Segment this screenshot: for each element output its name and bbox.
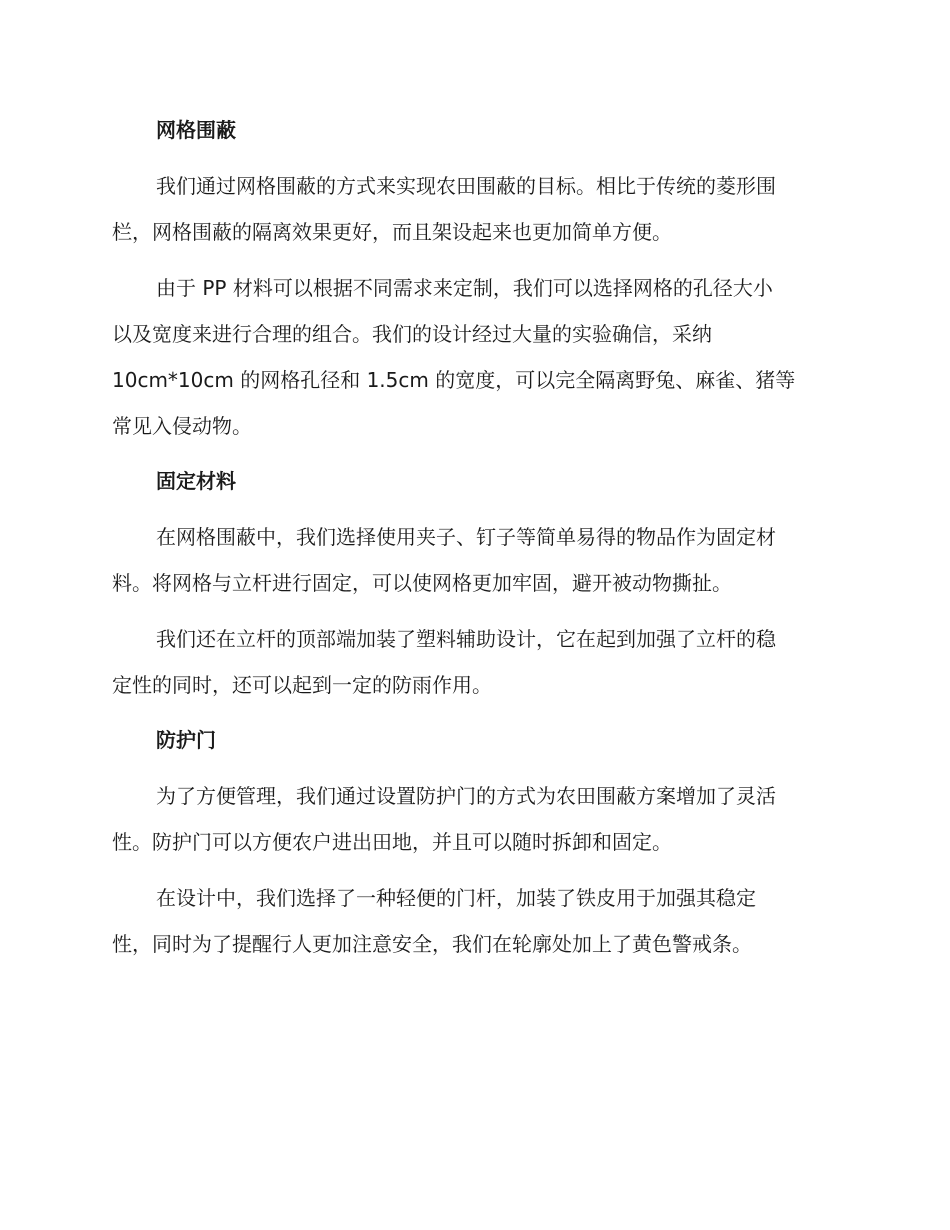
text-line: 10cm*10cm 的网格孔径和 1.5cm 的宽度，可以完全隔离野兔、麻雀、猪等 — [112, 368, 796, 392]
paragraph — [112, 514, 840, 606]
paragraph — [112, 265, 840, 449]
text-line: 由于 PP 材料可以根据不同需求来定制，我们可以选择网格的孔径大小 — [156, 276, 773, 300]
paragraph — [112, 616, 840, 708]
text-line: 为了方便管理，我们通过设置防护门的方式为农田围蔽方案增加了灵活 — [156, 784, 776, 808]
text-line: 性，同时为了提醒行人更加注意安全，我们在轮廓处加上了黄色警戒条。 — [112, 932, 752, 956]
paragraph — [112, 773, 840, 865]
text-line: 我们通过网格围蔽的方式来实现农田围蔽的目标。相比于传统的菱形围 — [156, 174, 776, 198]
text-line: 栏，网格围蔽的隔离效果更好，而且架设起来也更加简单方便。 — [112, 220, 672, 244]
section-heading: 固定材料 — [156, 469, 236, 493]
text-line: 在网格围蔽中，我们选择使用夹子、钉子等简单易得的物品作为固定材 — [156, 525, 776, 549]
text-line: 性。防护门可以方便农户进出田地，并且可以随时拆卸和固定。 — [112, 830, 672, 854]
text-line: 常见入侵动物。 — [112, 414, 252, 438]
text-line: 在设计中，我们选择了一种轻便的门杆，加装了铁皮用于加强其稳定 — [156, 886, 756, 910]
text-line: 我们还在立杆的顶部端加装了塑料辅助设计，它在起到加强了立杆的稳 — [156, 627, 776, 651]
section-heading: 网格围蔽 — [156, 118, 236, 142]
paragraph — [112, 163, 840, 255]
paragraph — [112, 875, 840, 967]
text-line: 定性的同时，还可以起到一定的防雨作用。 — [112, 673, 492, 697]
document-body — [112, 108, 840, 967]
text-line: 料。将网格与立杆进行固定，可以使网格更加牢固，避开被动物撕扯。 — [112, 571, 732, 595]
text-line: 以及宽度来进行合理的组合。我们的设计经过大量的实验确信，采纳 — [112, 322, 712, 346]
section-heading: 防护门 — [156, 728, 216, 752]
